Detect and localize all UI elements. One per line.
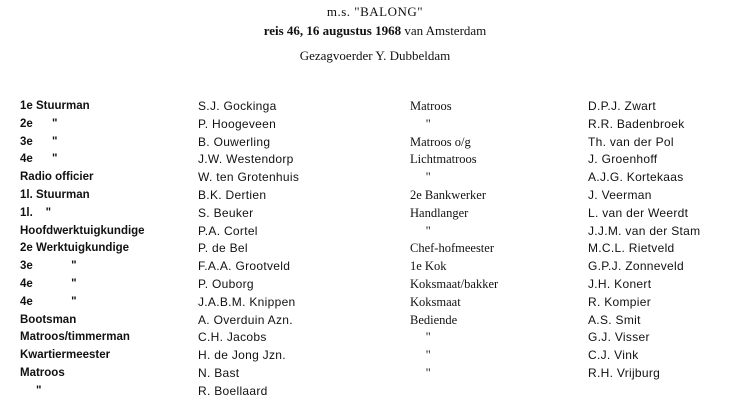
names-column-right [588,98,700,383]
crew-name-entry: A. Overduin Azn. [198,312,293,327]
crew-rank-entry: 2e Werktuigkundige [20,242,130,255]
crew-rank-entry: " [410,348,431,363]
crew-rank-entry: 1e Kok [410,259,447,274]
crew-name-entry: G.J. Visser [588,330,650,345]
crew-name-entry: R. Kompier [588,294,652,309]
crew-rank-entry: Lichtmatroos [410,152,477,167]
crew-rank-entry: Koksmaat/bakker [410,276,499,291]
crew-rank-entry: Hoofdwerktuigkundige [20,224,145,237]
crew-name-entry: J. Groenhoff [588,152,658,167]
crew-name-entry: Th. van der Pol [588,134,674,149]
crew-rank-entry: 3e " [20,135,58,148]
crew-rank-entry: 2e " [20,117,58,130]
crew-rank-entry: Matroos [20,366,65,379]
crew-name-entry: H. de Jong Jzn. [198,348,286,363]
crew-name-entry: J.H. Konert [588,276,652,291]
ranks-column-left [20,98,145,401]
crew-name-entry: A.S. Smit [588,312,641,327]
crew-rank-entry: 4e " [20,277,77,290]
crew-rank-entry: " [410,365,431,380]
crew-rank-entry: 2e Bankwerker [410,187,487,202]
crew-name-entry: B. Ouwerling [198,134,271,149]
crew-name-entry: A.J.G. Kortekaas [588,170,684,185]
crew-rank-entry: 1l. " [20,206,52,219]
crew-rank-entry: Koksmaat [410,294,461,309]
crew-name-entry: W. ten Grotenhuis [198,170,300,185]
crew-rank-entry: Handlanger [410,205,469,220]
crew-name-entry: J.W. Westendorp [198,152,294,167]
crew-name-entry: M.C.L. Rietveld [588,241,675,256]
voyage-bold: reis 46, 16 augustus 1968 [263,23,402,38]
crew-name-entry: S.J. Gockinga [198,99,277,113]
crew-rank-entry: Bediende [410,312,458,327]
crew-rank-entry: " [20,384,42,397]
crew-name-entry: G.P.J. Zonneveld [588,259,684,274]
crew-rank-entry: Chef-hofmeester [410,241,494,256]
crew-name-entry: F.A.A. Grootveld [198,259,291,274]
voyage-line [0,23,750,39]
crew-rank-entry: 1l. Stuurman [20,188,90,201]
crew-rank-entry: 4e " [20,295,77,308]
crew-name-entry: R. Boellaard [198,383,268,398]
crew-rank-entry: Matroos/timmerman [20,331,130,344]
crew-rank-entry: " [410,223,431,238]
crew-name-entry: C.H. Jacobs [198,330,267,345]
voyage-rest: van Amsterdam [401,23,487,38]
crew-rank-entry: Kwartiermeester [20,349,111,362]
crew-rank-entry: Radio officier [20,171,94,184]
crew-rank-entry: Matroos o/g [410,134,471,149]
crew-name-entry: J.A.B.M. Knippen [198,294,296,309]
crew-name-entry: B.K. Dertien [198,187,267,202]
crew-name-entry: N. Bast [198,365,240,380]
crew-name-entry: J. Veerman [588,187,652,202]
ship-name: m.s. "BALONG" [326,4,424,19]
crew-name-entry: P. de Bel [198,241,248,256]
crew-name-entry: R.H. Vrijburg [588,365,661,380]
crew-rank-entry: 4e " [20,153,58,166]
crew-rank-entry: " [410,170,431,185]
crew-name-entry: P. Ouborg [198,276,254,291]
crew-rank-entry: Bootsman [20,313,77,326]
crew-rank-entry: Matroos [410,99,452,113]
crew-rank-entry: 1e Stuurman [20,100,90,112]
crew-rank-entry: " [410,330,431,345]
captain-line: Gezagvoerder Y. Dubbeldam [299,48,451,63]
ranks-column-right [410,98,498,383]
names-column-left [198,98,299,401]
crew-name-entry: P.A. Cortel [198,223,258,238]
crew-name-entry: C.J. Vink [588,348,639,363]
crew-name-entry: L. van der Weerdt [588,205,689,220]
crew-rank-entry: " [410,116,431,131]
crew-name-entry: R.R. Badenbroek [588,116,685,131]
crew-name-entry: J.J.M. van der Stam [588,223,701,238]
crew-rank-entry: 3e " [20,260,77,273]
crew-name-entry: P. Hoogeveen [198,116,277,131]
crew-name-entry: S. Beuker [198,205,254,220]
crew-name-entry: D.P.J. Zwart [588,99,657,113]
